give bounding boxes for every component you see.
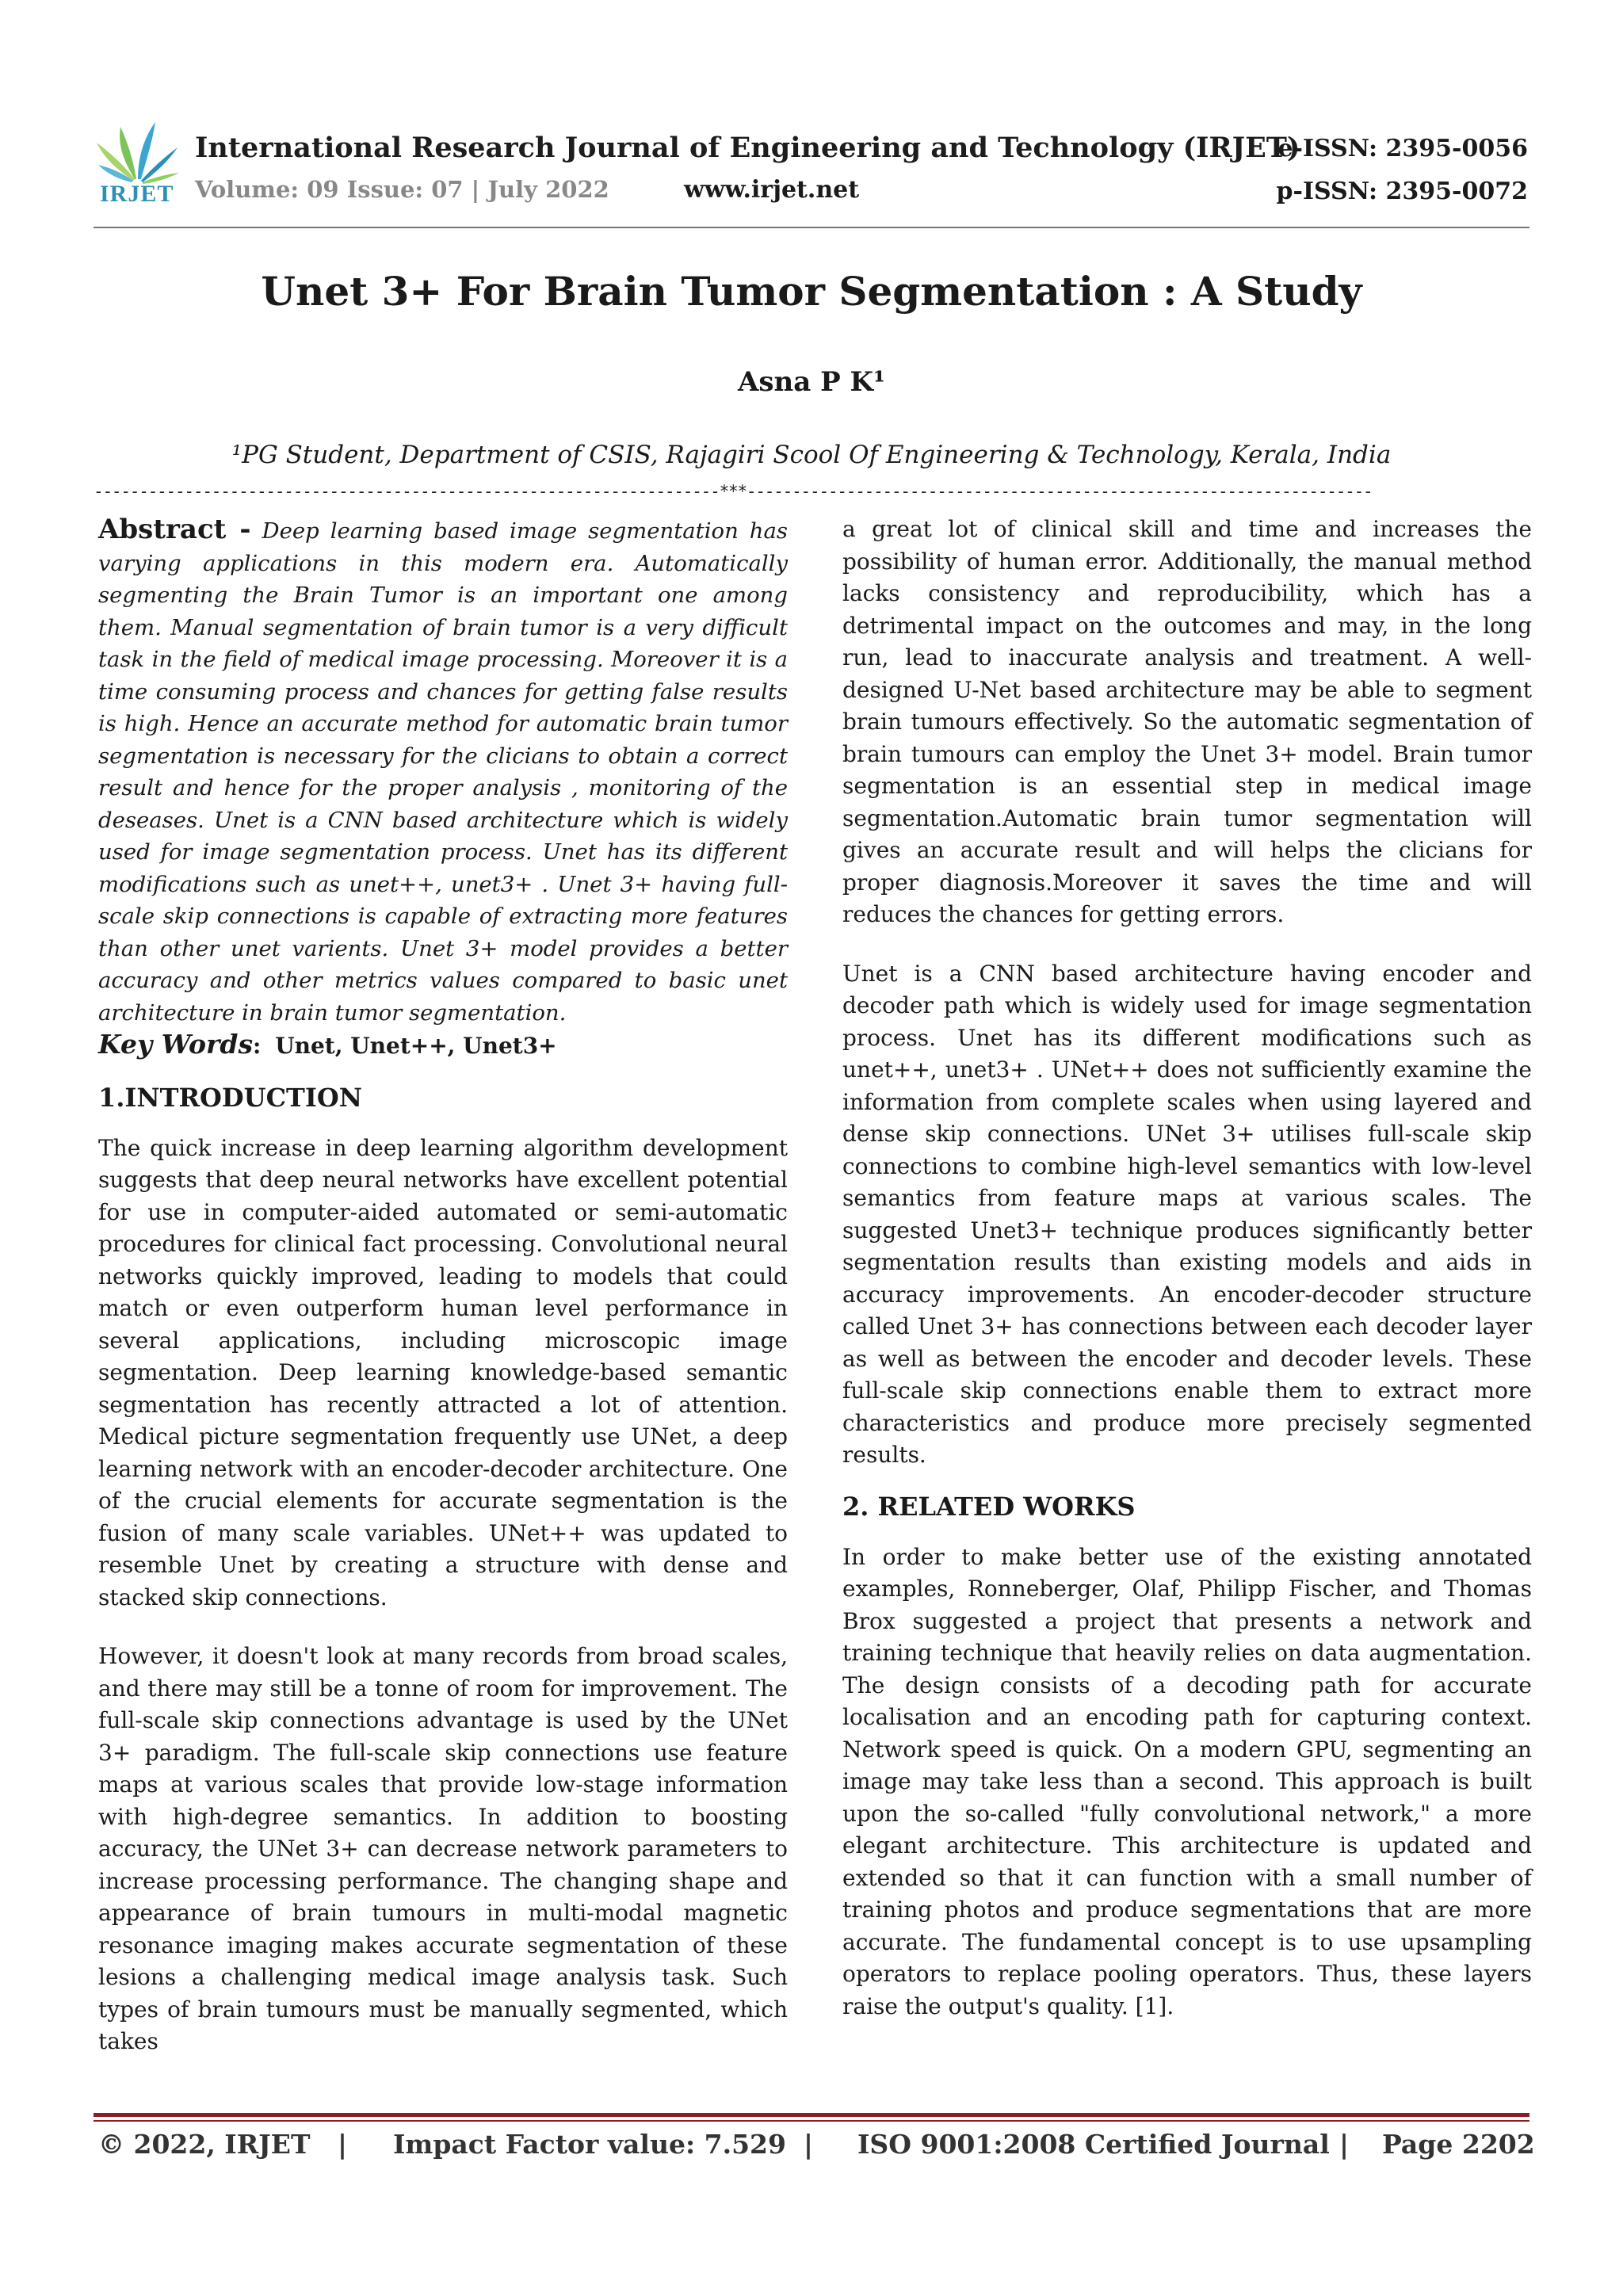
right-column	[842, 514, 1532, 2023]
intro-paragraph-4: Unet is a CNN based architecture having encoder and decoder path which is widely used for image segmentation process. Unet has its different modifications such as unet++, unet3+ . UNet++ does not sufficiently examine the information from complete scales when using layered and dense skip connections. UNet 3+ utilises full-scale skip connections to combine high-level semantics with low-level semantics from feature maps at various scales. The suggested Unet3+ technique produces significantly better segmentation results than existing models and aids in accuracy improvements. An encoder-decoder structure called Unet 3+ has connections between each decoder layer as well as between the encoder and decoder levels. These full-scale skip connections enable them to extract more characteristics and produce more precisely segmented results.	[842, 960, 1532, 1468]
footer-page-number: Page 2202	[1382, 2129, 1535, 2160]
footer-iso: ISO 9001:2008 Certified Journal	[857, 2129, 1330, 2160]
left-column	[98, 514, 788, 2058]
keywords-label: Key Words	[98, 1029, 254, 1060]
paper-title: Unet 3+ For Brain Tumor Segmentation : A Study	[261, 268, 1362, 315]
p-issn: p-ISSN: 2395-0072	[1276, 178, 1528, 205]
abstract-label: Abstract -	[98, 514, 251, 545]
intro-paragraph-2: However, it doesn't look at many records from broad scales, and there may still be a tonne of room for improvement. The full-scale skip connections advantage is used by the UNet 3+ paradigm. The full-scale skip connections use feature maps at various scales that provide low-stage information with high-degree semantics. In addition to boosting accuracy, the UNet 3+ can decrease network parameters to increase processing performance. The changing shape and appearance of brain tumours in multi-modal magnetic resonance imaging makes accurate segmentation of these lesions a challenging medical image analysis task. Such types of brain tumours must be manually segmented, which takes	[98, 1643, 788, 2054]
journal-website-link[interactable]: www.irjet.net	[684, 176, 860, 204]
footer-separator: |	[804, 2129, 814, 2160]
section-separator: ---------------------------------------------------------------------***---------------------------------------------------------------------	[94, 482, 1373, 501]
intro-paragraph-3: a great lot of clinical skill and time and increases the possibility of human error. Additionally, the manual method lacks consistency and reproducibility, which has a detrimental impact on the outcomes and may, in the long run, lead to inaccurate analysis and treatment. A well-designed U-Net based architecture may be able to segment brain tumours effectively. So the automatic segmentation of brain tumours can employ the Unet 3+ model. Brain tumor segmentation is an essential step in medical image segmentation.Automatic brain tumor segmentation will gives an accurate result and will helps the clicians for proper diagnosis.Moreover it saves the time and will reduces the chances for getting errors.	[842, 516, 1532, 927]
e-issn: e-ISSN: 2395-0056	[1277, 135, 1528, 162]
journal-name: International Research Journal of Engineering and Technology (IRJET)	[195, 132, 1300, 164]
footer-rule	[94, 2113, 1529, 2117]
affiliation: ¹PG Student, Department of CSIS, Rajagiri Scool Of Engineering & Technology, Kerala, India	[231, 441, 1392, 469]
footer-impact-factor: Impact Factor value: 7.529	[393, 2129, 786, 2160]
volume-issue: Volume: 09 Issue: 07 | July 2022	[195, 176, 609, 203]
section-heading-introduction: 1.INTRODUCTION	[98, 1082, 362, 1113]
journal-header	[94, 111, 1528, 230]
author: Asna P K¹	[738, 366, 885, 398]
header-divider	[94, 227, 1529, 228]
intro-paragraph-1: The quick increase in deep learning algorithm development suggests that deep neural networks have excellent potential for use in computer-aided automated or semi-automatic procedures for clinical fact processing. Convolutional neural networks quickly improved, leading to models that could match or even outperform human level performance in several applications, including microscopic image segmentation. Deep learning knowledge-based semantic segmentation has recently attracted a lot of attention. Medical picture segmentation frequently use UNet, a deep learning network with an encoder-decoder architecture. One of the crucial elements for accurate segmentation is the fusion of many scale variables. UNet++ was updated to resemble Unet by creating a structure with dense and stacked skip connections.	[98, 1134, 788, 1610]
footer-separator: |	[338, 2129, 348, 2160]
abstract	[98, 514, 788, 1029]
abstract-text: Deep learning based image segmentation has varying applications in this modern era. Automatically segmenting the Brain Tumor is an important one among them. Manual segmentation of brain tumor is a very difficult task in the field of medical image processing. Moreover it is a time consuming process and chances for getting false results is high. Hence an accurate method for automatic brain tumor segmentation is necessary for the clicians to obtain a correct result and hence for the proper analysis , monitoring of the deseases. Unet is a CNN based architecture which is widely used for image segmentation process. Unet has its different modifications such as unet++, unet3+ . Unet 3+ having full-scale skip connections is capable of extracting more features than other unet varients. Unet 3+ model provides a better accuracy and other metrics values compared to basic unet architecture in brain tumor segmentation.	[98, 518, 788, 1026]
section-heading-related-works: 2. RELATED WORKS	[842, 1491, 1136, 1522]
related-paragraph-1: In order to make better use of the existing annotated examples, Ronneberger, Olaf, Philipp Fischer, and Thomas Brox suggested a project that presents a network and training technique that heavily relies on data augmentation. The design consists of a decoding path for accurate localisation and an encoding path for capturing context. Network speed is quick. On a modern GPU, segmenting an image may take less than a second. This approach is built upon the so-called "fully convolutional network," a more elegant architecture. This architecture is updated and extended so that it can function with a small number of training photos and produce segmentations that are more accurate. The fundamental concept is to use upsampling operators to replace pooling operators. Thus, these layers raise the output's quality. [1].	[842, 1543, 1532, 2019]
footer-copyright: © 2022, IRJET	[98, 2129, 311, 2160]
keywords: Key Words: Unet, Unet++, Unet3+	[98, 1029, 557, 1060]
logo-text: IRJET	[100, 181, 174, 207]
footer-rule-thin	[94, 2120, 1529, 2122]
footer-separator: |	[1339, 2129, 1350, 2160]
keywords-values: Unet, Unet++, Unet3+	[275, 1033, 557, 1059]
